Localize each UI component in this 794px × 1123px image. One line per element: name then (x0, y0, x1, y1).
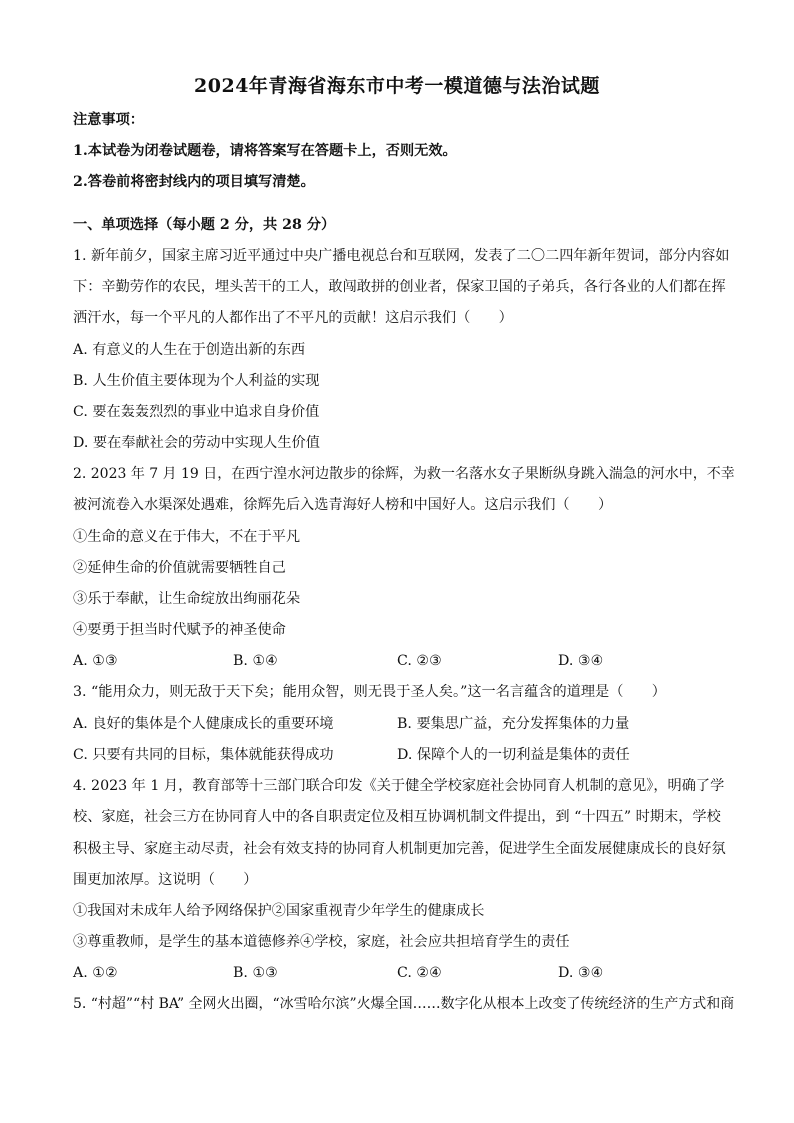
q2-statement-3: ③乐于奉献，让生命绽放出绚丽花朵 (73, 591, 301, 607)
q2-stem-line-1: 2. 2023 年 7 月 19 日，在西宁湟水河边散步的徐辉，为救一名落水女子果断纵身跳入湍急的河水中，不幸 (73, 466, 735, 482)
q3-option-c: C. 只要有共同的目标，集体就能获得成功 (73, 747, 334, 763)
q4-statement-line-1: ①我国对未成年人给予网络保护②国家重视青少年学生的健康成长 (73, 903, 485, 919)
q4-stem-line-4: 围更加浓厚。这说明（ ） (73, 872, 258, 888)
q4-stem-line-1: 4. 2023 年 1 月，教育部等十三部门联合印发《关于健全学校家庭社会协同育人机制的意见》，明确了学 (73, 778, 725, 794)
q4-stem-line-2: 校、家庭，社会三方在协同育人中的各自职责定位及相互协调机制文件提出，到 “十四五” 时期末，学校 (73, 809, 721, 825)
q1-stem-line-3: 洒汗水，每一个平凡的人都作出了不平凡的贡献！这启示我们（ ） (73, 310, 513, 326)
q1-option-d: D. 要在奉献社会的劳动中实现人生价值 (73, 435, 320, 451)
q4-statement-line-2: ③尊重教师，是学生的基本道德修养④学校，家庭，社会应共担培育学生的责任 (73, 934, 570, 950)
q4-option-c: C. ②④ (397, 965, 442, 981)
q3-stem-line-1: 3. “能用众力，则无敌于天下矣；能用众智，则无畏于圣人矣。”这一名言蕴含的道理是（ ） (73, 684, 666, 700)
q4-option-a: A. ①② (73, 965, 118, 981)
q1-stem-line-2: 下：辛勤劳作的农民，埋头苦干的工人，敢闯敢拼的创业者，保家卫国的子弟兵，各行各业的人们都在挥 (73, 279, 726, 295)
q1-option-b: B. 人生价值主要体现为个人利益的实现 (73, 373, 320, 389)
q4-option-d: D. ③④ (558, 965, 604, 981)
q1-option-a: A. 有意义的人生在于创造出新的东西 (73, 342, 306, 358)
q2-option-a: A. ①③ (73, 653, 118, 669)
q4-stem-line-3: 积极主导、家庭主动尽责，社会有效支持的协同育人机制更加完善，促进学生全面发展健康成长的良好氛 (73, 841, 726, 857)
notice-item-1: 1.本试卷为闭卷试题卷，请将答案写在答题卡上，否则无效。 (73, 143, 457, 159)
q5-stem-line-1: 5. “村超”“村 BA” 全网火出圈，“冰雪哈尔滨”火爆全国……数字化从根本上改变了传统经济的生产方式和商 (73, 996, 735, 1012)
q2-option-d: D. ③④ (558, 653, 604, 669)
q3-option-a: A. 良好的集体是个人健康成长的重要环境 (73, 716, 334, 732)
q1-stem-line-1: 1. 新年前夕，国家主席习近平通过中央广播电视总台和互联网，发表了二〇二四年新年贺词，部分内容如 (73, 248, 730, 264)
q3-option-b: B. 要集思广益，充分发挥集体的力量 (397, 716, 630, 732)
notice-heading: 注意事项： (73, 112, 144, 128)
section-heading: 一、单项选择（每小题 2 分，共 28 分） (73, 217, 336, 233)
q1-option-c: C. 要在轰轰烈烈的事业中追求自身价值 (73, 404, 320, 420)
q2-statement-2: ②延伸生命的价值就需要牺牲自己 (73, 560, 286, 576)
q2-stem-line-2: 被河流卷入水渠深处遇难，徐辉先后入选青海好人榜和中国好人。这启示我们（ ） (73, 497, 613, 513)
q4-option-b: B. ①③ (233, 965, 278, 981)
q2-statement-4: ④要勇于担当时代赋予的神圣使命 (73, 622, 286, 638)
q2-statement-1: ①生命的意义在于伟大，不在于平凡 (73, 529, 301, 545)
notice-item-2: 2.答卷前将密封线内的项目填写清楚。 (73, 174, 315, 190)
page-title: 2024年青海省海东市中考一模道德与法治试题 (194, 75, 600, 97)
q2-option-b: B. ①④ (233, 653, 278, 669)
q3-option-d: D. 保障个人的一切利益是集体的责任 (397, 747, 630, 763)
q2-option-c: C. ②③ (397, 653, 442, 669)
